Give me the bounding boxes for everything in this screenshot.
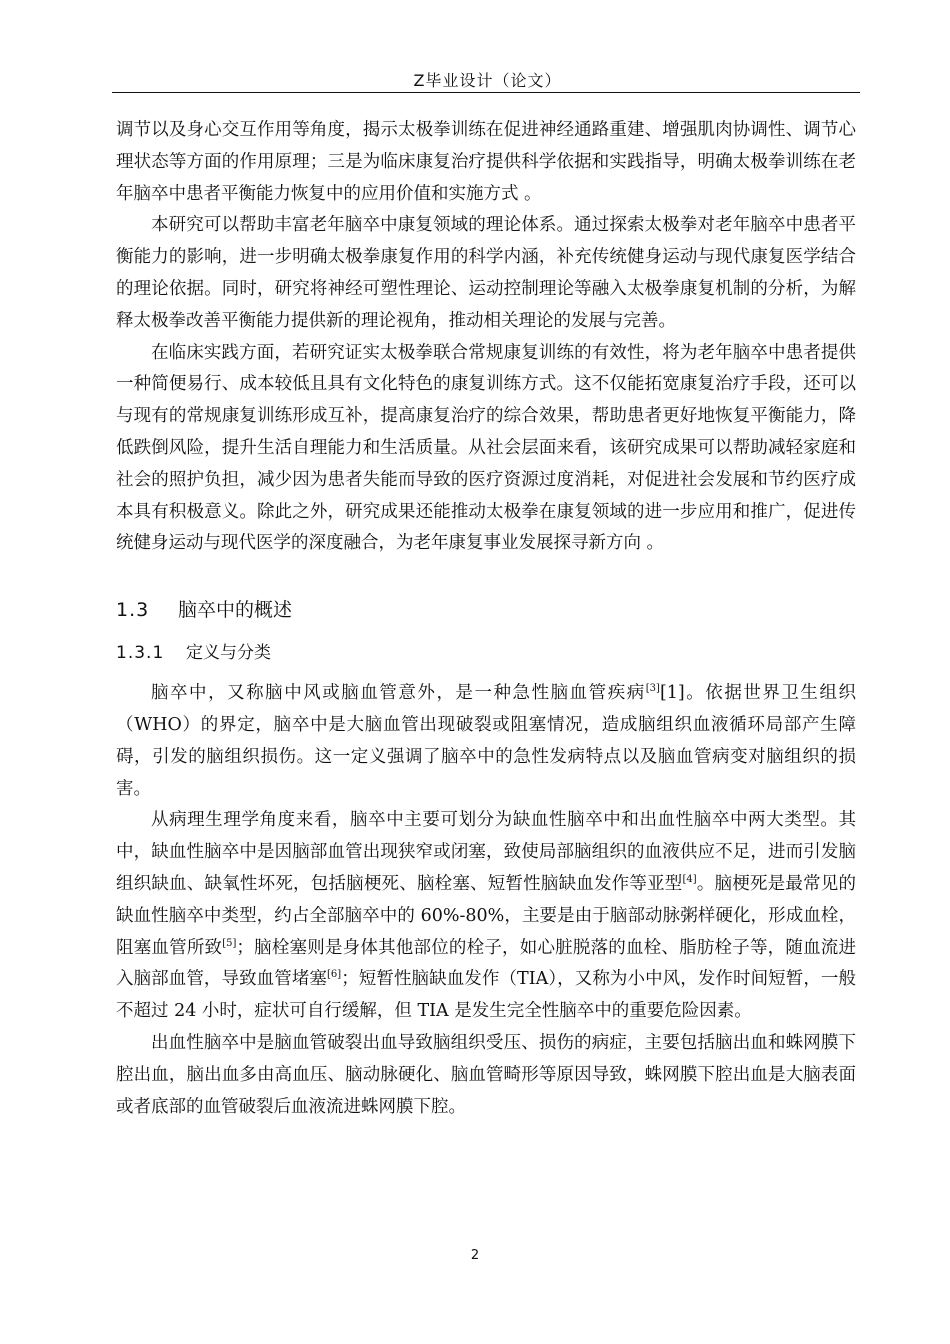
paragraph-classification [116, 805, 856, 1028]
section-title: 脑卒中的概述 [178, 599, 293, 622]
paragraph-hemorrhagic: 出血性脑卒中是脑血管破裂出血导致脑组织受压、损伤的病症，主要包括脑出血和蛛网膜下腔出血，脑出血多由高血压、脑动脉硬化、脑血管畸形等原因导致，蛛网膜下腔出血是大脑表面或者底部的血管破裂后血液流进蛛网膜下腔。 [116, 1032, 856, 1117]
subsection-heading [116, 640, 856, 666]
paragraph-theory: 本研究可以帮助丰富老年脑卒中康复领域的理论体系。通过探索太极拳对老年脑卒中患者平衡能力的影响，进一步明确太极拳康复作用的科学内涵，补充传统健身运动与现代康复医学结合的理论依据。同时，研究将神经可塑性理论、运动控制理论等融入太极拳康复机制的分析，为解释太极拳改善平衡能力提供新的理论视角，推动相关理论的发展与完善。 [116, 215, 856, 331]
paragraph-clinical: 在临床实践方面，若研究证实太极拳联合常规康复训练的有效性，将为老年脑卒中患者提供一种简便易行、成本较低且具有文化特色的康复训练方式。这不仅能拓宽康复治疗手段，还可以与现有的常规康复训练形成互补，提高康复治疗的综合效果，帮助患者更好地恢复平衡能力，降低跌倒风险，提升生活自理能力和生活质量。从社会层面来看，该研究成果可以帮助减轻家庭和社会的照护负担，减少因为患者失能而导致的医疗资源过度消耗，对促进社会发展和节约医疗成本具有积极意义。除此之外，研究成果还能推动太极拳在康复领域的进一步应用和推广，促进传统健身运动与现代医学的深度融合，为老年康复事业发展探寻新方向 。 [116, 342, 856, 554]
subsection-number: 1.3.1 [116, 643, 165, 664]
section-heading [116, 596, 856, 624]
page-header: Z毕业设计（论文） [413, 71, 562, 90]
page-number: 2 [470, 1248, 480, 1263]
text-run: 从病理生理学角度来看，脑卒中主要可划分为缺血性脑卒中和出血性脑卒中两大类型。其中，缺血性脑卒中是因脑部血管出现狭窄或闭塞，致使局部脑组织的血液供应不足，进而引发脑组织缺血、缺氧性坏死，包括脑梗死、脑栓塞、短暂性脑缺血发作等亚型 [116, 810, 856, 894]
text-run: ；脑栓塞则是身体其他部位的栓子，如心脏脱落的血栓、脂肪栓子等，随血流进入脑部血管，导致血管堵塞 [116, 937, 856, 990]
paragraph-definition [116, 678, 856, 805]
text-run: 脑卒中，又称脑中风或脑血管意外，是一种急性脑血管疾病 [151, 683, 646, 704]
section-number: 1.3 [116, 599, 150, 622]
paragraph-continued: 调节以及身心交互作用等角度，揭示太极拳训练在促进神经通路重建、增强肌肉协调性、调节心理状态等方面的作用原理；三是为临床康复治疗提供科学依据和实践指导，明确太极拳训练在老年脑卒中患者平衡能力恢复中的应用价值和实施方式 。 [116, 120, 856, 204]
text-run: ；短暂性脑缺血发作（TIA），又称为小中风，发作时间短暂，一般不超过 24 小时，症状可自行缓解，但 TIA 是发生完全性脑卒中的重要危险因素。 [116, 969, 856, 1022]
citation: [4] [682, 873, 697, 885]
header-divider [112, 92, 860, 93]
text-run: 。脑梗死是最常见的缺血性脑卒中类型，约占全部脑卒中的 60%-80%，主要是由于脑部动脉粥样硬化，形成血栓，阻塞血管所致 [116, 873, 856, 958]
body-text [116, 115, 856, 1123]
text-run: [1]。依据世界卫生组织（WHO）的界定，脑卒中是大脑血管出现破裂或阻塞情况，造成脑组织血液循环局部产生障碍，引发的脑组织损伤。这一定义强调了脑卒中的急性发病特点以及脑血管病变对脑组织的损害。 [116, 683, 856, 799]
citation: [6] [327, 969, 342, 981]
subsection-title: 定义与分类 [186, 643, 271, 664]
citation: [5] [222, 937, 237, 949]
citation: [3] [645, 683, 660, 695]
